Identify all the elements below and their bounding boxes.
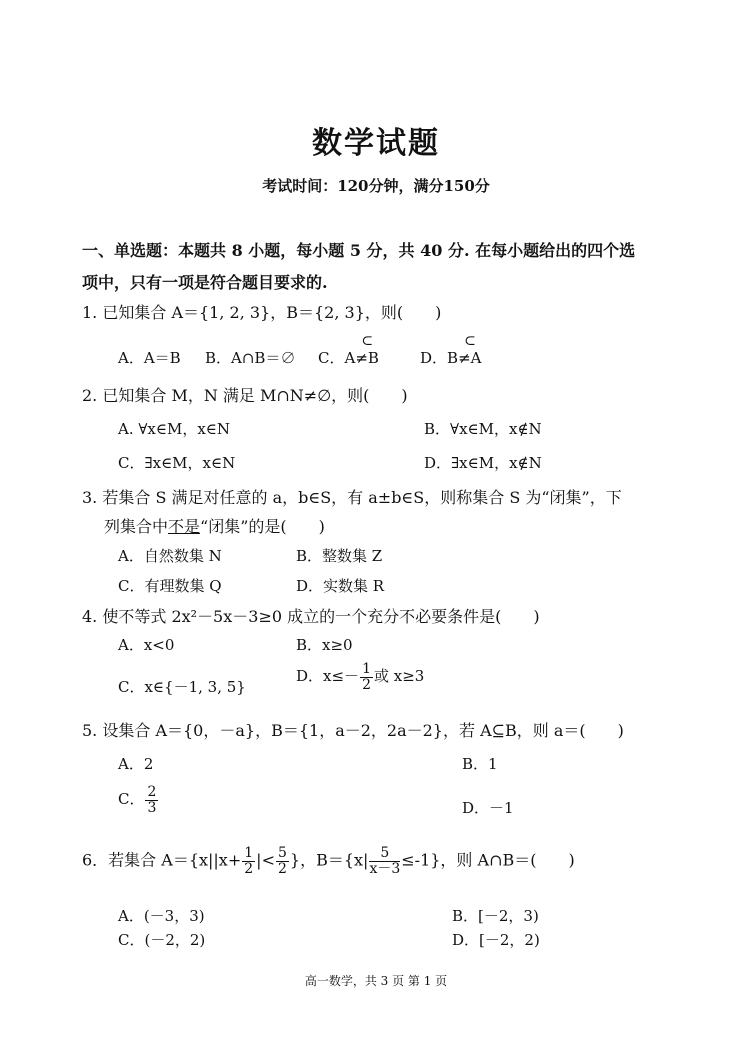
- q6-f2-den: 2: [277, 860, 287, 877]
- q4-option-b: B．x≥0: [296, 636, 353, 654]
- q6-option-b: B．[－2，3): [452, 907, 539, 925]
- question-4-stem: 4. 使不等式 2x²－5x－3≥0 成立的一个充分不必要条件是( ): [82, 607, 540, 626]
- section-header-line1: 一、单选题：本题共 8 小题，每小题 5 分，共 40 分. 在每小题给出的四个选: [82, 241, 636, 260]
- q1-d-subset: ⊂: [464, 333, 476, 349]
- q1-c-rel: ≠: [355, 349, 368, 367]
- q4-d-pre: D．x≤－: [296, 667, 360, 686]
- q6-stem-b: |<: [256, 850, 275, 870]
- q6-option-d: D．[－2，2): [452, 931, 540, 949]
- q6-stem-c: }，B＝{x|: [289, 850, 369, 870]
- question-1-stem: 1. 已知集合 A＝{1, 2, 3}，B＝{2, 3}，则( ): [82, 303, 442, 322]
- q6-fraction-2: [276, 846, 289, 876]
- q5-option-d: D．－1: [462, 799, 514, 817]
- q3-stem2-underline: 不是: [168, 517, 201, 536]
- q1-d-pre: D．B: [420, 349, 459, 367]
- q4-d-fraction: [360, 662, 373, 692]
- question-5-stem: 5. 设集合 A＝{0，－a}，B＝{1，a－2，2a－2}，若 A⊆B，则 a＝( ): [82, 721, 624, 740]
- q6-f3-num: 5: [369, 846, 400, 862]
- q6-option-a: A．(－3，3): [118, 907, 205, 925]
- q2-option-d: D．∃x∈M，x∉N: [424, 454, 542, 472]
- q1-d-post: A: [470, 349, 482, 367]
- q6-fraction-3: [369, 846, 400, 876]
- q6-option-c: C．(－2，2): [118, 931, 206, 949]
- q5-c-num: 2: [147, 784, 157, 800]
- question-6-stem: [82, 846, 575, 876]
- exam-info: 考试时间：120分钟，满分150分: [262, 177, 490, 195]
- q4-option-a: A．x<0: [118, 636, 175, 654]
- q6-fraction-1: [242, 846, 255, 876]
- q1-option-c: [318, 333, 379, 368]
- q1-c-post: B: [367, 349, 379, 367]
- q3-stem2-post: “闭集”的是( ): [200, 517, 325, 536]
- q1-option-a: A．A＝B: [118, 349, 181, 367]
- q2-option-a: A. ∀x∈M，x∈N: [118, 420, 231, 438]
- q6-f1-den: 2: [244, 860, 254, 877]
- page-title: 数学试题: [312, 126, 440, 161]
- q6-f3-den: x－3: [369, 860, 401, 877]
- q5-c-pre: C．: [118, 790, 145, 809]
- q1-option-b: B．A∩B＝∅: [205, 349, 296, 367]
- q3-option-b: B．整数集 Z: [296, 547, 383, 565]
- q3-option-d: D．实数集 R: [296, 577, 385, 595]
- question-3-stem-line1: 3. 若集合 S 满足对任意的 a，b∈S，有 a±b∈S，则称集合 S 为“闭集”，下: [82, 488, 622, 507]
- q6-stem-d: ≤-1}，则 A∩B＝( ): [401, 850, 575, 870]
- section-header-line2: 项中，只有一项是符合题目要求的.: [82, 273, 328, 292]
- q3-option-a: A．自然数集 N: [118, 547, 222, 565]
- q5-option-a: A．2: [118, 755, 154, 773]
- page-footer: 高一数学，共 3 页 第 1 页: [304, 974, 448, 988]
- q1-c-pre: C．A: [318, 349, 356, 367]
- q2-option-c: C．∃x∈M，x∈N: [118, 454, 236, 472]
- q4-d-post: 或 x≥3: [373, 667, 425, 686]
- question-3-stem-line2: [104, 514, 325, 537]
- q4-option-d: [296, 662, 424, 692]
- q5-option-b: B．1: [462, 755, 498, 773]
- q5-option-c: [118, 785, 159, 815]
- q1-d-rel: ≠: [458, 349, 471, 367]
- q4-option-c: C．x∈{－1, 3, 5}: [118, 678, 246, 696]
- q1-option-d: [420, 333, 482, 368]
- q4-d-num: 1: [362, 661, 371, 677]
- q4-d-den: 2: [362, 676, 371, 693]
- q1-c-subset: ⊂: [361, 333, 374, 349]
- q3-stem2-pre: 列集合中: [104, 517, 169, 536]
- q6-f1-num: 1: [244, 845, 254, 861]
- q3-option-c: C．有理数集 Q: [118, 577, 222, 595]
- q5-c-den: 3: [147, 799, 157, 816]
- question-2-stem: 2. 已知集合 M，N 满足 M∩N≠∅，则( ): [82, 386, 408, 405]
- q2-option-b: B．∀x∈M，x∉N: [424, 420, 542, 438]
- q6-stem-a: 6．若集合 A＝{x||x+: [82, 850, 242, 870]
- q5-c-fraction: [145, 785, 158, 815]
- q6-f2-num: 5: [277, 845, 287, 861]
